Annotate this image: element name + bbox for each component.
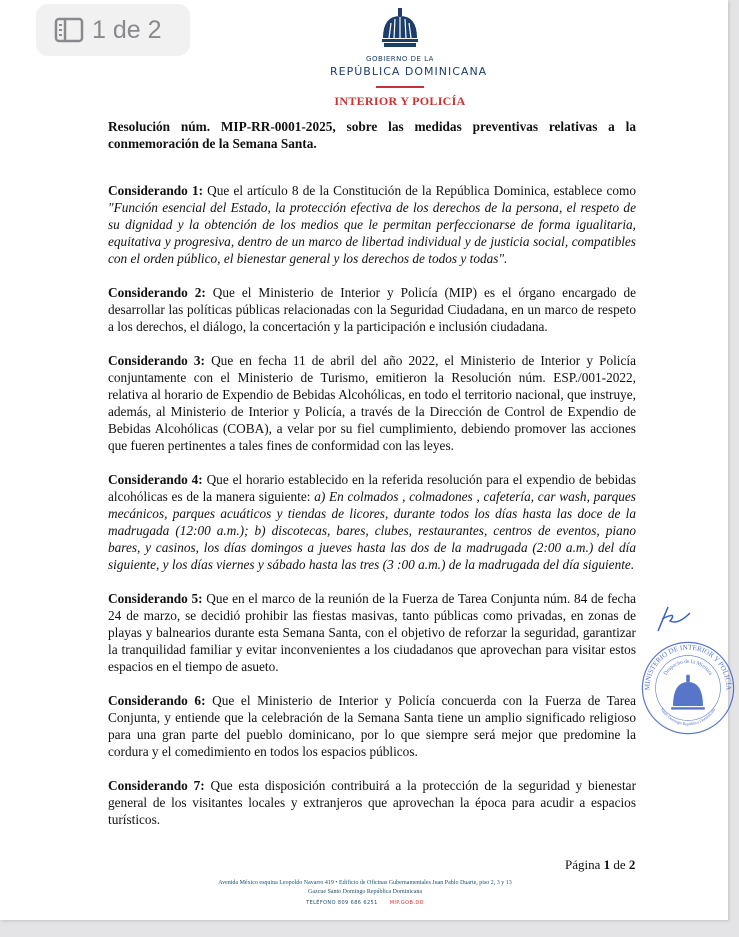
page-indicator-text: 1 de 2 — [92, 15, 162, 44]
letterhead-line2: REPÚBLICA DOMINICANA — [330, 65, 488, 78]
page-number — [565, 857, 635, 873]
considerando-text: Que el horario establecido en la referida resolución para el expendio de bebidas alcohólicas es de la manera siguiente: — [108, 472, 636, 504]
considerandos — [108, 182, 636, 828]
dome-logo-icon — [379, 8, 421, 48]
considerando-6 — [108, 692, 636, 760]
sidebar-icon — [54, 17, 84, 43]
considerando-label: Considerando 5: — [108, 591, 203, 606]
considerando-label: Considerando 7: — [108, 778, 205, 793]
considerando-text: Que el Ministerio de Interior y Policía concuerda con la Fuerza de Tarea Conjunta, y entiende que la celebración de la Semana Santa tiene un amplio significado religioso para una gran parte del pueblo dominicano, por lo que siempre será mejor que predomine la cordura y el comedimiento en todos los espacios públicos. — [108, 693, 637, 759]
considerando-3 — [108, 352, 636, 454]
considerando-text: Que en fecha 11 de abril del año 2022, el Ministerio de Interior y Policía conjuntamente con el Ministerio de Turismo, emitieron la Resolución núm. ESP./001-2022, relativa al horario de Expendio de Bebidas Alcohólicas, en todo el territorio nacional, que instruye, además, al Ministerio de Interior y Policía, a través de la Dirección de Control de Expendio de Bebidas Alcohólicas (COBA), a velar por su fiel cumplimiento, debiendo promover las acciones que fueren pertinentes a tales fines de conformidad con las leyes. — [108, 353, 636, 453]
footer-address-2: Gazcue Santo Domingo República Dominicana — [308, 889, 422, 895]
footer-phone: TELÉFONO 809 686 6251 — [306, 900, 378, 906]
considerando-label: Considerando 6: — [108, 693, 206, 708]
considerando-label: Considerando 4: — [108, 472, 203, 487]
considerando-text: Que esta disposición contribuirá a la protección de la seguridad y bienestar general de los visitantes locales y extranjeros que aprovechan la época para acudir a espacios turísticos. — [108, 778, 636, 827]
considerando-label: Considerando 3: — [108, 353, 205, 368]
considerando-4 — [108, 471, 636, 573]
considerando-text: Que en el marco de la reunión de la Fuerza de Tarea Conjunta núm. 84 de fecha 24 de marzo, se decidió prohibir las fiestas masivas, tanto públicas como privadas, en zonas de playas y balnearios durante esta Semana Santa, con el objetivo de reforzar la seguridad, garantizar la tranquilidad familiar y evitar inconvenientes a los ciudadanos que aprovechan para visitar estos espacios en el tiempo de asueto. — [108, 591, 636, 674]
considerando-text: Que el artículo 8 de la Constitución de la República Dominica, establece como — [203, 183, 636, 198]
considerando-5 — [108, 590, 636, 675]
considerando-label: Considerando 1: — [108, 183, 204, 198]
footer-address-1: Avenida México esquina Leopoldo Navarro 419 • Edificio de Oficinas Gubernamentales Juan Pablo Duarte, piso 2, 3 y 13 — [218, 880, 512, 886]
considerando-label: Considerando 2: — [108, 285, 206, 300]
page-number-sep: de — [610, 857, 629, 872]
page-indicator-badge[interactable] — [36, 4, 190, 56]
letterhead — [330, 8, 488, 109]
document-body — [108, 118, 636, 845]
footer — [150, 879, 580, 908]
resolution-title: Resolución núm. MIP-RR-0001-2025, sobre las medidas preventivas relativas a la conmemoración de la Semana Santa. — [108, 119, 636, 151]
footer-website[interactable]: MIP.GOB.DO — [389, 900, 424, 906]
seal-outer-text: MINISTERIO DE INTERIOR Y POLICÍA — [643, 643, 733, 691]
seal-inner-text: Despacho de la Ministra — [662, 658, 714, 677]
official-seal — [640, 640, 736, 736]
considerando-7 — [108, 777, 636, 828]
page-number-prefix: Página — [565, 857, 604, 872]
considerando-text: a) En colmados , colmadones , cafetería, car wash, parques mecánicos, parques acuáticos y tiendas de licores, durante todos los días hasta las doce de la madrugada (12:00 a.m.); b) discotecas, bares, clubes, restaurantes, centros de eventos, piano bares, y casinos, los días domingos a jueves hasta las dos de la madrugada (2:00 a.m.) del día siguiente, y los días viernes y sábado hasta las tres (3 :00 a.m.) de la madrugada del día siguiente. — [108, 489, 636, 572]
signature — [648, 603, 693, 633]
considerando-1 — [108, 182, 636, 267]
svg-text:Santo Domingo República Domin — [660, 707, 716, 726]
letterhead-line1: GOBIERNO DE LA — [366, 55, 434, 63]
page-number-current: 1 — [603, 857, 611, 872]
seal-bottom-text: Santo Domingo República Dominicana — [659, 707, 717, 727]
considerando-text: "Función esencial del Estado, la protección efectiva de los derechos de la persona, el respeto de su dignidad y la obtención de los medios que le permitan perfeccionarse de forma igualitaria, equitativa y progresiva, dentro de un marco de libertad individual y de justicia social, compatibles con el orden público, el bienestar general y los derechos de todos y todas". — [108, 200, 636, 266]
considerando-text: Que el Ministerio de Interior y Policía (MIP) es el órgano encargado de desarrollar las políticas públicas relacionadas con la Seguridad Ciudadana, en un marco de respeto a los derechos, el diálogo, la concertación y la participación e inclusión ciudadana. — [108, 285, 636, 334]
svg-text:Despacho de la Ministra — [663, 659, 714, 677]
divider — [376, 86, 424, 88]
considerando-2 — [108, 284, 636, 335]
ministry-name: INTERIOR Y POLICÍA — [334, 94, 466, 108]
page-number-total: 2 — [628, 857, 636, 872]
